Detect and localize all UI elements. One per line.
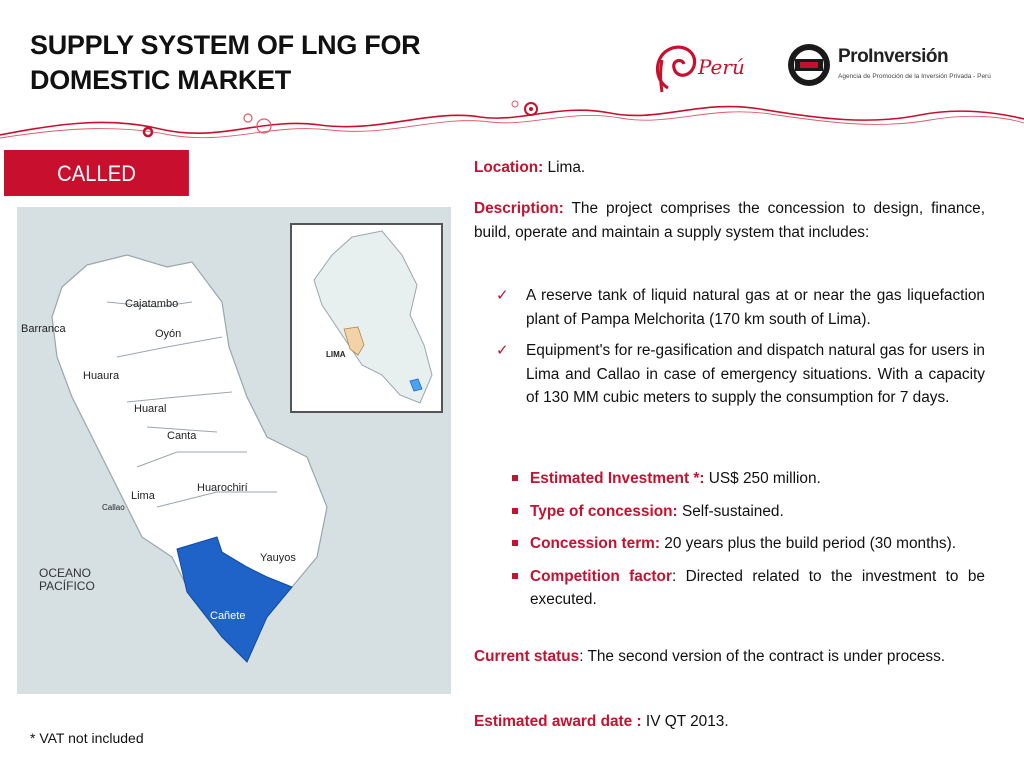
list-item <box>474 500 985 524</box>
list-item <box>474 532 985 556</box>
footnote: * VAT not included <box>30 730 144 746</box>
inset-label-lima: LIMA <box>326 350 346 359</box>
status-value: : The second version of the contract is under process. <box>579 648 946 665</box>
description-label: Description: <box>474 200 564 217</box>
square-bullet-icon <box>512 573 518 579</box>
checkmark-icon: ✓ <box>496 341 509 359</box>
title-line-2: DOMESTIC MARKET <box>30 65 291 95</box>
map-label-yauyos: Yauyos <box>260 552 296 564</box>
map-label-barranca: Barranca <box>21 323 66 335</box>
map-label-canete: Cañete <box>210 610 246 622</box>
list-item <box>474 284 985 331</box>
location-value: Lima. <box>547 159 586 176</box>
list-item <box>474 565 985 612</box>
location-label: Location: <box>474 159 544 176</box>
scope-item-text: A reserve tank of liquid natural gas at or near the gas liquefaction plant of Pampa Melchorita (170 km south of Lima). <box>526 287 985 328</box>
peru-inset-map <box>290 223 443 413</box>
fact-label: Type of concession: <box>530 502 678 520</box>
square-bullet-icon <box>512 508 518 514</box>
fact-value: : Directed related to the investment to be executed. <box>530 567 985 608</box>
square-bullet-icon <box>512 540 518 546</box>
award-label: Estimated award date : <box>474 713 642 730</box>
map-label-lima: Lima <box>131 490 155 502</box>
map-label-huaura: Huaura <box>83 370 120 382</box>
location-line <box>474 156 985 180</box>
fact-label: Competition factor <box>530 567 672 585</box>
peru-brand-logo <box>648 40 768 96</box>
list-item <box>474 467 985 491</box>
status-label: Current status <box>474 648 580 665</box>
description-value: The project comprises the concession to design, finance, build, operate and maintain a supply system that includes: <box>474 200 986 241</box>
checkmark-icon: ✓ <box>496 286 509 304</box>
award-value: IV QT 2013. <box>645 713 729 730</box>
page-title <box>30 28 470 98</box>
lima-land-shape <box>52 255 327 657</box>
proinversion-logo <box>786 40 1001 90</box>
status-badge: CALLED <box>4 150 189 196</box>
description-line <box>474 197 985 244</box>
scope-list <box>474 284 985 410</box>
fact-label: Concession term: <box>530 535 660 552</box>
proinversion-name: ProInversión <box>838 46 949 67</box>
award-date-line <box>474 710 985 734</box>
list-item <box>474 339 985 410</box>
fact-value: Self-sustained. <box>681 502 784 520</box>
map-label-huaral: Huaral <box>134 403 167 415</box>
map-label-huarochiri: Huarochirí <box>197 482 248 494</box>
proinversion-tagline: Agencia de Promoción de la Inversión Privada - Perú <box>838 73 991 80</box>
map-ocean-label-2: PACÍFICO <box>39 579 95 593</box>
square-bullet-icon <box>512 475 518 481</box>
title-line-1: SUPPLY SYSTEM OF LNG FOR <box>30 30 421 60</box>
peru-logo-text: Perú <box>698 55 745 79</box>
current-status-line <box>474 645 985 669</box>
map-label-canta: Canta <box>167 430 197 442</box>
map-label-cajatambo: Cajatambo <box>125 298 179 310</box>
scope-item-text: Equipment's for re-gasification and dispatch natural gas for users in Lima and Callao in case of emergency situations. With a capacity of 130 MM cubic meters to supply the consumption for 7 days. <box>526 342 985 406</box>
fact-value: 20 years plus the build period (30 months). <box>664 535 957 552</box>
fact-value: US$ 250 million. <box>708 470 821 487</box>
proinversion-emblem-icon <box>786 42 832 88</box>
map-label-oyon: Oyón <box>155 328 182 340</box>
fact-label: Estimated Investment *: <box>530 470 705 487</box>
facts-list <box>474 467 985 621</box>
map-ocean-label-1: OCEANO <box>39 566 92 580</box>
map-label-callao: Callao <box>102 503 125 512</box>
decorative-wave <box>0 95 1024 145</box>
